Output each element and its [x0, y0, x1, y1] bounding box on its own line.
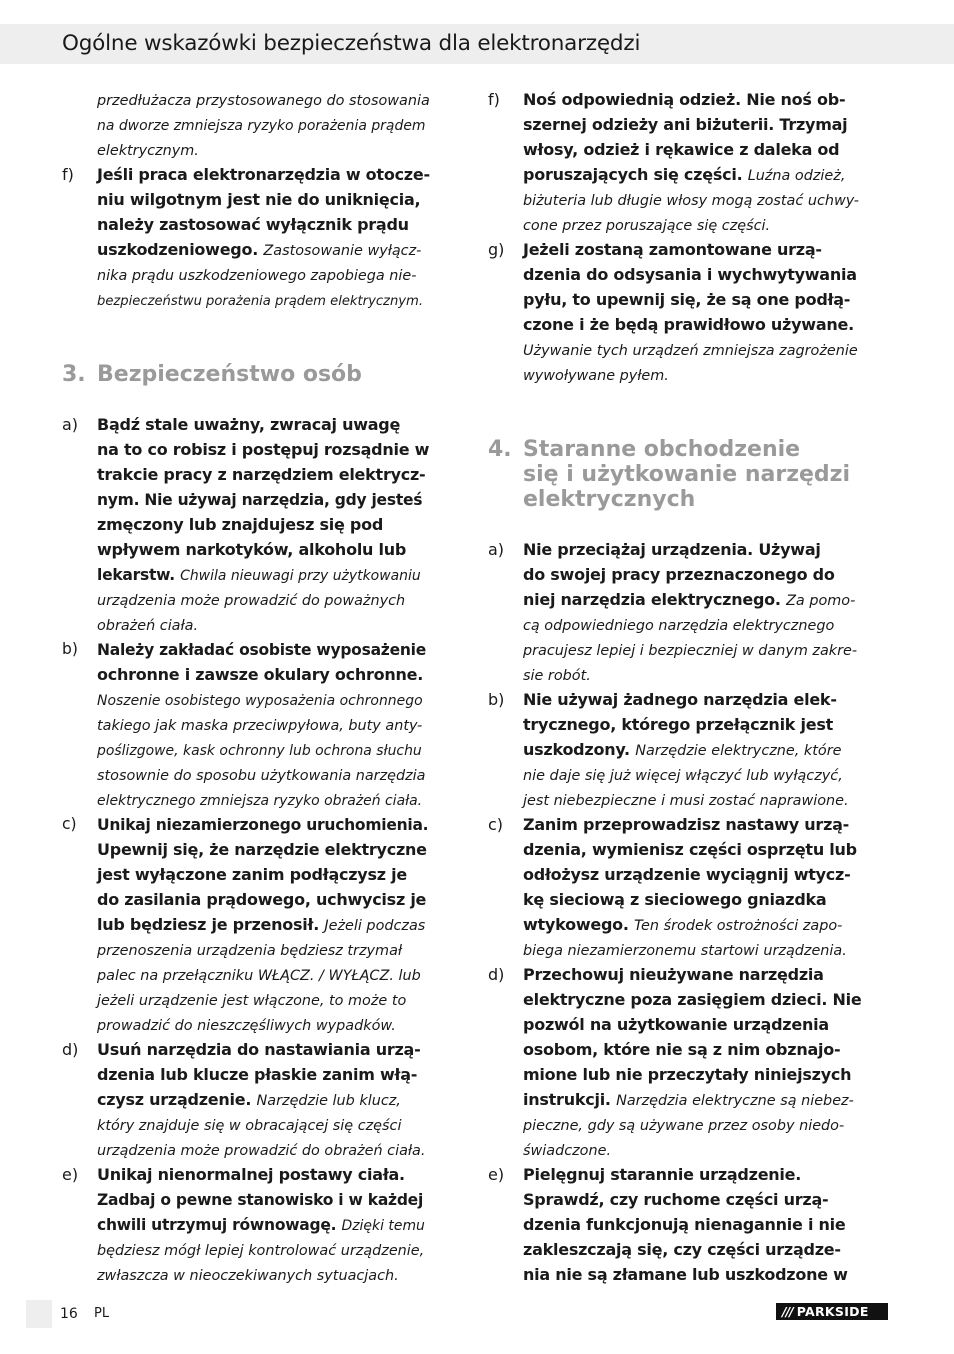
text-line — [488, 1187, 890, 1212]
instruction-text: nia nie są złamane lub uszkodzone w — [523, 1265, 848, 1284]
spacer — [62, 387, 430, 412]
explanation-text: biżuteria lub długie włosy mogą zostać uchwy- — [523, 193, 859, 209]
text-line — [62, 437, 430, 462]
explanation-text: Narzędzia elektryczne są niebez- — [616, 1093, 854, 1109]
text-line — [488, 162, 890, 187]
explanation-text: urządzenia może prowadzić do obrażeń ciała. — [97, 1143, 426, 1159]
section-heading — [488, 462, 890, 487]
list-item-label: f) — [62, 165, 74, 184]
text-line — [62, 212, 430, 237]
explanation-text: obrażeń ciała. — [97, 618, 199, 634]
section-title: Staranne obchodzenie — [523, 437, 801, 462]
text-line — [62, 537, 430, 562]
instruction-text: instrukcji. — [523, 1090, 617, 1109]
instruction-text: Nie przeciążaj urządzenia. Używaj — [523, 540, 821, 559]
explanation-text: wywoływane pyłem. — [523, 368, 669, 384]
language-code: PL — [94, 1306, 110, 1321]
text-line — [488, 1062, 890, 1087]
instruction-text: niu wilgotnym jest nie do uniknięcia, — [97, 190, 421, 209]
explanation-text: elektrycznego zmniejsza ryzyko obrażeń ciała. — [97, 793, 423, 809]
instruction-text: Należy zakładać osobiste wyposażenie — [97, 641, 426, 659]
explanation-text: jeżeli urządzenie jest włączone, to może to — [97, 993, 407, 1009]
list-item-label: c) — [488, 815, 504, 834]
text-line — [62, 612, 430, 637]
text-line — [488, 737, 890, 762]
text-line — [488, 587, 890, 612]
explanation-text: takiego jak maska przeciwpyłowa, buty anty- — [97, 718, 423, 734]
text-line — [62, 262, 430, 287]
text-line — [488, 1037, 890, 1062]
text-line — [488, 712, 890, 737]
instruction-text: wtykowego. — [523, 915, 635, 934]
list-item-label: f) — [488, 90, 500, 109]
explanation-text: zwłaszcza w nieoczekiwanych sytuacjach. — [97, 1268, 399, 1284]
explanation-text: cą odpowiedniego narzędzia elektrycznego — [523, 618, 835, 634]
instruction-text: chwili utrzymuj równowagę. — [97, 1216, 342, 1234]
left-column — [62, 87, 430, 1287]
text-line — [62, 837, 430, 862]
explanation-text: Luźna odzież, — [747, 168, 846, 184]
text-line — [488, 1087, 890, 1112]
page-number: 16 — [60, 1306, 78, 1322]
parkside-logo — [776, 1303, 888, 1320]
instruction-text: trakcie pracy z narzędziem elektrycz- — [97, 465, 426, 484]
list-item-label: b) — [488, 690, 505, 709]
text-line — [488, 862, 890, 887]
instruction-text: do zasilania prądowego, uchwycisz je — [97, 890, 427, 909]
explanation-text: Jeżeli podczas — [324, 918, 426, 934]
text-line — [62, 562, 430, 587]
text-line — [62, 912, 430, 937]
text-line — [488, 1162, 890, 1187]
explanation-text: Chwila nieuwagi przy użytkowaniu — [180, 568, 421, 584]
text-line — [62, 512, 430, 537]
list-item-label: a) — [62, 415, 79, 434]
instruction-text: Jeśli praca elektronarzędzia w otocze- — [97, 165, 430, 184]
logo-stripes: /// — [782, 1304, 793, 1319]
explanation-text: elektrycznym. — [97, 143, 199, 159]
explanation-text: pieczne, gdy są używane przez osoby niedo- — [523, 1118, 845, 1134]
instruction-text: zakleszczają się, czy części urządze- — [523, 1240, 841, 1259]
instruction-text: należy zastosować wyłącznik prądu — [97, 215, 409, 234]
instruction-text: Pielęgnuj starannie urządzenie. — [523, 1165, 802, 1184]
instruction-text: wpływem narkotyków, alkoholu lub — [97, 540, 407, 559]
text-line — [488, 262, 890, 287]
instruction-text: elektryczne poza zasięgiem dzieci. Nie — [523, 990, 862, 1009]
text-line — [488, 1112, 890, 1137]
text-line — [62, 1262, 430, 1287]
instruction-text: dzenia lub klucze płaskie zanim włą- — [97, 1065, 418, 1084]
text-line — [488, 187, 890, 212]
explanation-text: świadczone. — [523, 1143, 612, 1159]
text-line — [488, 762, 890, 787]
text-line — [62, 1162, 430, 1187]
text-line — [488, 87, 890, 112]
text-line — [62, 1212, 430, 1237]
explanation-text: Narzędzie lub klucz, — [256, 1093, 401, 1109]
text-line — [488, 312, 890, 337]
instruction-text: Usuń narzędzia do nastawiania urzą- — [97, 1040, 421, 1059]
explanation-text: będziesz mógł lepiej kontrolować urządzenie, — [97, 1243, 425, 1259]
section-number: 4. — [488, 437, 512, 462]
text-line — [62, 862, 430, 887]
section-number: 3. — [62, 362, 86, 387]
explanation-text: Używanie tych urządzeń zmniejsza zagrożenie — [523, 343, 858, 359]
list-item-label: a) — [488, 540, 505, 559]
text-line — [62, 737, 430, 762]
instruction-text: kę sieciową z sieciowego gniazdka — [523, 890, 827, 909]
explanation-text: na dworze zmniejsza ryzyko porażenia prądem — [97, 118, 426, 134]
page-title: Ogólne wskazówki bezpieczeństwa dla elektronarzędzi — [62, 31, 641, 56]
instruction-text: pozwól na użytkowanie urządzenia — [523, 1015, 829, 1034]
text-line — [488, 537, 890, 562]
text-line — [62, 412, 430, 437]
explanation-text: cone przez poruszające się części. — [523, 218, 771, 234]
spacer — [62, 312, 430, 337]
section-title: Bezpieczeństwo osób — [97, 362, 362, 387]
text-line — [488, 837, 890, 862]
instruction-text: osobom, które nie są z nim obznajo- — [523, 1040, 841, 1059]
spacer — [488, 412, 890, 437]
instruction-text: pyłu, to upewnij się, że są one podłą- — [523, 290, 851, 309]
instruction-text: ochronne i zawsze okulary ochronne. — [97, 665, 424, 684]
list-item-label: c) — [62, 815, 77, 833]
explanation-text: przedłużacza przystosowanego do stosowania — [97, 93, 430, 109]
instruction-text: odłożysz urządzenie wyciągnij wtycz- — [523, 865, 851, 884]
text-line — [488, 337, 890, 362]
text-line — [62, 1037, 430, 1062]
instruction-text: Przechowuj nieużywane narzędzia — [523, 965, 824, 984]
explanation-text: palec na przełączniku WŁĄCZ. / WYŁĄCZ. lub — [97, 968, 421, 984]
text-line — [62, 687, 430, 712]
instruction-text: uszkodzony. — [523, 740, 636, 759]
list-item-label: g) — [488, 240, 505, 259]
text-line — [62, 712, 430, 737]
explanation-text: prowadzić do nieszczęśliwych wypadków. — [97, 1018, 396, 1034]
text-line — [488, 1212, 890, 1237]
instruction-text: Noś odpowiednią odzież. Nie noś ob- — [523, 90, 846, 109]
instruction-text: lekarstw. — [97, 566, 181, 584]
explanation-text: bezpieczeństwu porażenia prądem elektrycznym. — [97, 294, 423, 309]
explanation-text: stosownie do sposobu użytkowania narzędzia — [97, 768, 426, 784]
logo-brand-text: PARKSIDE — [796, 1304, 869, 1319]
text-line — [62, 1087, 430, 1112]
list-item-label: b) — [62, 640, 78, 658]
instruction-text: do swojej pracy przeznaczonego do — [523, 565, 835, 584]
list-item-label: e) — [62, 1165, 79, 1184]
section-heading — [62, 362, 430, 387]
text-line — [62, 237, 430, 262]
instruction-text: Upewnij się, że narzędzie elektryczne — [97, 840, 427, 859]
text-line — [62, 87, 430, 112]
section-title: się i użytkowanie narzędzi — [523, 462, 851, 487]
spacer — [62, 337, 430, 362]
instruction-text: Bądź stale uważny, zwracaj uwagę — [97, 415, 401, 434]
text-line — [62, 112, 430, 137]
text-line — [488, 687, 890, 712]
instruction-text: poruszających się części. — [523, 165, 748, 184]
text-line — [62, 812, 430, 837]
text-line — [488, 1012, 890, 1037]
instruction-text: trycznego, którego przełącznik jest — [523, 715, 834, 734]
text-line — [62, 1112, 430, 1137]
explanation-text: jest niebezpieczne i musi zostać naprawione. — [523, 793, 849, 809]
text-line — [488, 212, 890, 237]
instruction-text: uszkodzeniowego. — [97, 240, 264, 259]
explanation-text: Za pomo- — [786, 593, 856, 609]
explanation-text: który znajduje się w obracającej się części — [97, 1118, 402, 1134]
text-line — [488, 112, 890, 137]
text-line — [62, 1062, 430, 1087]
text-line — [62, 287, 430, 312]
explanation-text: Noszenie osobistego wyposażenia ochronnego — [97, 693, 423, 709]
section-heading — [488, 437, 890, 462]
instruction-text: jest wyłączone zanim podłączysz je — [97, 865, 407, 884]
spacer — [488, 512, 890, 537]
text-line — [62, 787, 430, 812]
instruction-text: Nie używaj żadnego narzędzia elek- — [523, 690, 837, 709]
text-line — [488, 612, 890, 637]
instruction-text: włosy, odzież i rękawice z daleka od — [523, 140, 840, 159]
explanation-text: biega niezamierzonemu startowi urządzenia. — [523, 943, 847, 959]
instruction-text: nym. Nie używaj narzędzia, gdy jesteś — [97, 491, 423, 509]
explanation-text: pracujesz lepiej i bezpieczniej w danym zakre- — [523, 643, 858, 659]
section-title: elektrycznych — [523, 487, 696, 512]
text-line — [62, 887, 430, 912]
instruction-text: Unikaj nienormalnej postawy ciała. — [97, 1165, 405, 1184]
text-line — [62, 1137, 430, 1162]
explanation-text: Zastosowanie wyłącz- — [263, 243, 422, 259]
text-line — [488, 962, 890, 987]
right-column — [488, 87, 890, 1287]
text-line — [62, 487, 430, 512]
instruction-text: dzenia funkcjonują nienagannie i nie — [523, 1215, 846, 1234]
instruction-text: na to co robisz i postępuj rozsądnie w — [97, 440, 430, 459]
text-line — [488, 812, 890, 837]
spacer — [488, 387, 890, 412]
text-line — [62, 937, 430, 962]
instruction-text: zmęczony lub znajdujesz się pod — [97, 515, 384, 534]
text-line — [488, 237, 890, 262]
text-line — [62, 762, 430, 787]
explanation-text: Dzięki temu — [341, 1218, 425, 1234]
text-line — [488, 137, 890, 162]
text-line — [62, 162, 430, 187]
explanation-text: poślizgowe, kask ochronny lub ochrona słuchu — [97, 743, 422, 759]
text-line — [62, 187, 430, 212]
text-line — [62, 137, 430, 162]
text-line — [488, 1137, 890, 1162]
text-line — [488, 912, 890, 937]
text-line — [488, 987, 890, 1012]
instruction-text: lub będziesz je przenosił. — [97, 915, 325, 934]
text-line — [488, 637, 890, 662]
instruction-text: dzenia, wymienisz części osprzętu lub — [523, 840, 857, 859]
text-line — [62, 462, 430, 487]
list-item-label: e) — [488, 1165, 505, 1184]
text-line — [62, 987, 430, 1012]
instruction-text: Jeżeli zostaną zamontowane urzą- — [523, 240, 822, 259]
instruction-text: niej narzędzia elektrycznego. — [523, 590, 787, 609]
section-heading — [488, 487, 890, 512]
text-line — [62, 662, 430, 687]
instruction-text: szernej odzieży ani biżuterii. Trzymaj — [523, 115, 848, 134]
text-line — [488, 887, 890, 912]
instruction-text: Sprawdź, czy ruchome części urzą- — [523, 1190, 829, 1209]
explanation-text: przenoszenia urządzenia będziesz trzymał — [97, 943, 403, 959]
instruction-text: Zanim przeprowadzisz nastawy urzą- — [523, 815, 850, 834]
explanation-text: Narzędzie elektryczne, które — [635, 743, 842, 759]
text-line — [62, 1187, 430, 1212]
text-line — [488, 937, 890, 962]
text-line — [62, 587, 430, 612]
instruction-text: Zadbaj o pewne stanowisko i w każdej — [97, 1191, 424, 1209]
text-line — [62, 1237, 430, 1262]
instruction-text: czysz urządzenie. — [97, 1090, 257, 1109]
instruction-text: czone i że będą prawidłowo używane. — [523, 315, 854, 334]
explanation-text: urządzenia może prowadzić do poważnych — [97, 593, 406, 609]
text-line — [488, 662, 890, 687]
text-line — [488, 362, 890, 387]
text-line — [488, 562, 890, 587]
explanation-text: nie daje się już więcej włączyć lub wyłączyć, — [523, 768, 843, 784]
explanation-text: nika prądu uszkodzeniowego zapobiega nie- — [97, 268, 417, 284]
text-line — [62, 962, 430, 987]
text-line — [488, 787, 890, 812]
explanation-text: sie robót. — [523, 668, 591, 684]
text-line — [488, 1237, 890, 1262]
page-number-box — [26, 1300, 52, 1328]
instruction-text: Unikaj niezamierzonego uruchomienia. — [97, 816, 429, 834]
instruction-text: dzenia do odsysania i wychwytywania — [523, 265, 857, 284]
text-line — [62, 637, 430, 662]
text-line — [488, 1262, 890, 1287]
text-line — [488, 287, 890, 312]
text-line — [62, 1012, 430, 1037]
explanation-text: Ten środek ostrożności zapo- — [634, 918, 843, 934]
list-item-label: d) — [62, 1040, 79, 1059]
list-item-label: d) — [488, 965, 505, 984]
instruction-text: mione lub nie przeczytały niniejszych — [523, 1065, 852, 1084]
